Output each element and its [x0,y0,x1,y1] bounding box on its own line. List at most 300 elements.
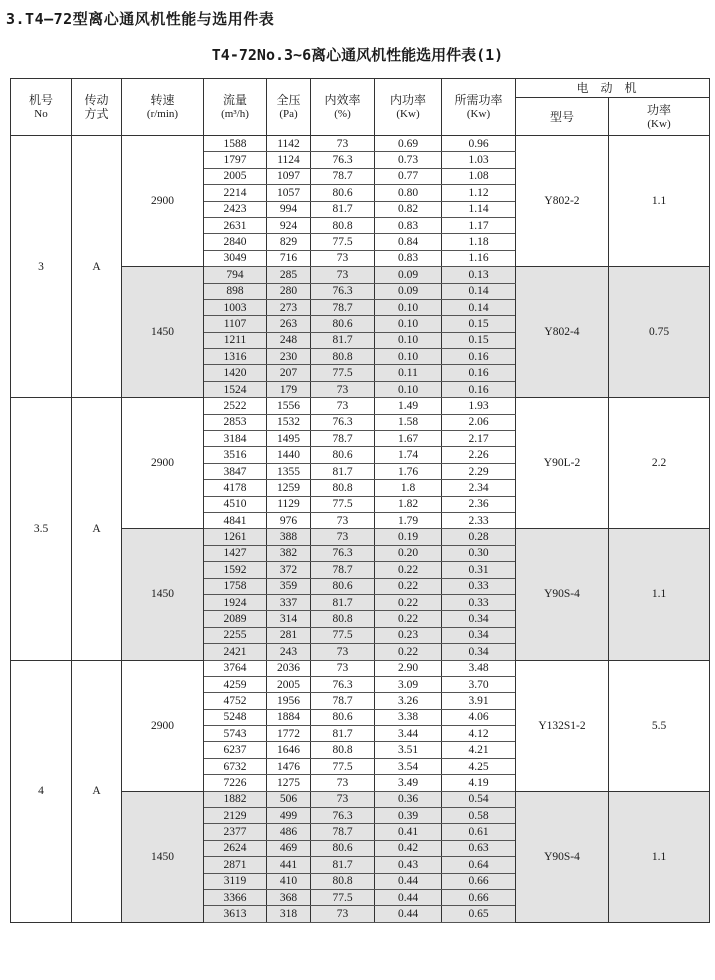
pressure-cell: 1275 [267,775,311,791]
motor-power-cell: 0.75 [609,267,710,398]
inner-power-cell: 0.10 [375,332,442,348]
inner-power-cell: 0.39 [375,808,442,824]
flow-cell: 1592 [204,562,267,578]
machine-no-cell: 3 [11,136,72,398]
flow-cell: 2853 [204,414,267,430]
flow-cell: 1261 [204,529,267,545]
inner-power-cell: 0.11 [375,365,442,381]
required-power-cell: 0.31 [442,562,516,578]
efficiency-cell: 77.5 [311,758,375,774]
efficiency-cell: 76.3 [311,414,375,430]
inner-power-cell: 0.10 [375,349,442,365]
required-power-cell: 0.30 [442,545,516,561]
flow-cell: 3764 [204,660,267,676]
efficiency-cell: 73 [311,791,375,807]
efficiency-cell: 73 [311,529,375,545]
required-power-cell: 0.96 [442,136,516,152]
table-row [11,398,710,414]
pressure-cell: 1142 [267,136,311,152]
required-power-cell: 0.16 [442,381,516,397]
required-power-cell: 1.08 [442,168,516,184]
inner-power-cell: 1.79 [375,512,442,528]
efficiency-cell: 80.6 [311,316,375,332]
required-power-cell: 2.17 [442,431,516,447]
header-motor-power-unit: (Kw) [647,117,671,130]
inner-power-cell: 3.54 [375,758,442,774]
inner-power-cell: 0.43 [375,857,442,873]
pressure-cell: 716 [267,250,311,266]
required-power-cell: 0.63 [442,840,516,856]
required-power-cell: 0.34 [442,627,516,643]
pressure-cell: 359 [267,578,311,594]
flow-cell: 2624 [204,840,267,856]
inner-power-cell: 2.90 [375,660,442,676]
efficiency-cell: 73 [311,512,375,528]
pressure-cell: 829 [267,234,311,250]
required-power-cell: 0.34 [442,644,516,660]
header-inner-power-label: 内功率 [389,93,426,107]
inner-power-cell: 0.10 [375,381,442,397]
document-title: 3.T4—72型离心通风机性能与选用件表 [6,10,275,28]
flow-cell: 1797 [204,152,267,168]
inner-power-cell: 0.22 [375,611,442,627]
motor-model-cell: Y802-2 [516,136,609,267]
header-speed-unit: (r/min) [146,108,179,120]
motor-power-cell: 1.1 [609,791,710,922]
pressure-cell: 506 [267,791,311,807]
inner-power-cell: 3.44 [375,726,442,742]
motor-power-cell: 2.2 [609,398,710,529]
required-power-cell: 3.91 [442,693,516,709]
table-header [11,79,710,136]
efficiency-cell: 76.3 [311,676,375,692]
motor-model-cell: Y90S-4 [516,791,609,922]
header-required-power [442,79,516,136]
efficiency-cell: 78.7 [311,168,375,184]
required-power-cell: 0.28 [442,529,516,545]
header-drive-label: 传动 [84,93,109,107]
pressure-cell: 924 [267,217,311,233]
required-power-cell: 0.66 [442,889,516,905]
efficiency-cell: 80.8 [311,611,375,627]
drive-cell: A [72,660,122,922]
flow-cell: 2421 [204,644,267,660]
flow-cell: 2423 [204,201,267,217]
header-efficiency-label: 内效率 [324,93,361,107]
flow-cell: 2871 [204,857,267,873]
flow-cell: 2129 [204,808,267,824]
efficiency-cell: 73 [311,250,375,266]
motor-model-cell: Y132S1-2 [516,660,609,791]
flow-cell: 794 [204,267,267,283]
efficiency-cell: 80.8 [311,349,375,365]
efficiency-cell: 80.6 [311,709,375,725]
inner-power-cell: 3.51 [375,742,442,758]
flow-cell: 3516 [204,447,267,463]
table-title: T4-72No.3~6离心通风机性能选用件表(1) [211,46,504,64]
machine-no-cell: 3.5 [11,398,72,660]
required-power-cell: 1.16 [442,250,516,266]
header-motor-power [609,98,710,136]
inner-power-cell: 3.38 [375,709,442,725]
flow-cell: 2089 [204,611,267,627]
header-pressure-label: 全压 [276,93,301,107]
pressure-cell: 1124 [267,152,311,168]
required-power-cell: 0.16 [442,365,516,381]
flow-cell: 2522 [204,398,267,414]
efficiency-cell: 78.7 [311,693,375,709]
inner-power-cell: 0.69 [375,136,442,152]
flow-cell: 1758 [204,578,267,594]
pressure-cell: 372 [267,562,311,578]
inner-power-cell: 0.41 [375,824,442,840]
pressure-cell: 2005 [267,676,311,692]
required-power-cell: 0.65 [442,906,516,922]
pressure-cell: 179 [267,381,311,397]
required-power-cell: 0.58 [442,808,516,824]
inner-power-cell: 0.10 [375,316,442,332]
required-power-cell: 0.13 [442,267,516,283]
inner-power-cell: 3.26 [375,693,442,709]
required-power-cell: 3.48 [442,660,516,676]
flow-cell: 7226 [204,775,267,791]
inner-power-cell: 0.82 [375,201,442,217]
flow-cell: 6237 [204,742,267,758]
flow-cell: 3847 [204,463,267,479]
inner-power-cell: 0.22 [375,594,442,610]
inner-power-cell: 0.10 [375,299,442,315]
header-speed [122,79,204,136]
header-motor-model [516,98,609,136]
inner-power-cell: 0.20 [375,545,442,561]
efficiency-cell: 80.8 [311,742,375,758]
header-flow-label: 流量 [222,93,247,107]
inner-power-cell: 0.09 [375,267,442,283]
required-power-cell: 0.64 [442,857,516,873]
efficiency-cell: 78.7 [311,299,375,315]
required-power-cell: 2.34 [442,480,516,496]
flow-cell: 1107 [204,316,267,332]
efficiency-cell: 77.5 [311,496,375,512]
pressure-cell: 441 [267,857,311,873]
pressure-cell: 1097 [267,168,311,184]
flow-cell: 3184 [204,431,267,447]
speed-cell: 2900 [122,136,204,267]
table-row [11,136,710,152]
pressure-cell: 2036 [267,660,311,676]
inner-power-cell: 0.80 [375,185,442,201]
required-power-cell: 0.61 [442,824,516,840]
header-pressure [267,79,311,136]
inner-power-cell: 0.44 [375,889,442,905]
required-power-cell: 1.12 [442,185,516,201]
flow-cell: 1420 [204,365,267,381]
header-inner-power [375,79,442,136]
header-motor-power-label: 功率 [647,102,672,117]
efficiency-cell: 73 [311,906,375,922]
header-efficiency [311,79,375,136]
table-row [11,660,710,676]
required-power-cell: 2.06 [442,414,516,430]
header-required-power-label: 所需功率 [454,93,503,107]
flow-cell: 1316 [204,349,267,365]
pressure-cell: 248 [267,332,311,348]
efficiency-cell: 80.6 [311,578,375,594]
required-power-cell: 0.66 [442,873,516,889]
flow-cell: 5248 [204,709,267,725]
efficiency-cell: 73 [311,775,375,791]
flow-cell: 1924 [204,594,267,610]
pressure-cell: 243 [267,644,311,660]
flow-cell: 898 [204,283,267,299]
efficiency-cell: 73 [311,267,375,283]
inner-power-cell: 0.83 [375,250,442,266]
drive-cell: A [72,398,122,660]
inner-power-cell: 3.09 [375,676,442,692]
required-power-cell: 1.14 [442,201,516,217]
efficiency-cell: 73 [311,381,375,397]
flow-cell: 1003 [204,299,267,315]
pressure-cell: 1355 [267,463,311,479]
flow-cell: 4752 [204,693,267,709]
flow-cell: 2214 [204,185,267,201]
pressure-cell: 1259 [267,480,311,496]
inner-power-cell: 1.58 [375,414,442,430]
inner-power-cell: 0.22 [375,562,442,578]
flow-cell: 4841 [204,512,267,528]
inner-power-cell: 0.83 [375,217,442,233]
flow-cell: 3613 [204,906,267,922]
inner-power-cell: 0.22 [375,644,442,660]
pressure-cell: 1057 [267,185,311,201]
flow-cell: 1427 [204,545,267,561]
motor-model-cell: Y802-4 [516,267,609,398]
required-power-cell: 3.70 [442,676,516,692]
efficiency-cell: 80.8 [311,873,375,889]
pressure-cell: 1556 [267,398,311,414]
flow-cell: 4259 [204,676,267,692]
required-power-cell: 0.33 [442,594,516,610]
pressure-cell: 1956 [267,693,311,709]
pressure-cell: 314 [267,611,311,627]
efficiency-cell: 80.8 [311,217,375,233]
efficiency-cell: 80.6 [311,447,375,463]
pressure-cell: 1646 [267,742,311,758]
required-power-cell: 2.26 [442,447,516,463]
header-drive-label-2: 方式 [84,107,109,121]
flow-cell: 2631 [204,217,267,233]
efficiency-cell: 77.5 [311,889,375,905]
efficiency-cell: 77.5 [311,365,375,381]
pressure-cell: 382 [267,545,311,561]
flow-cell: 4178 [204,480,267,496]
flow-cell: 2377 [204,824,267,840]
pressure-cell: 1495 [267,431,311,447]
table-body [11,136,710,923]
efficiency-cell: 78.7 [311,562,375,578]
flow-cell: 2840 [204,234,267,250]
pressure-cell: 410 [267,873,311,889]
required-power-cell: 2.29 [442,463,516,479]
pressure-cell: 281 [267,627,311,643]
flow-cell: 6732 [204,758,267,774]
pressure-cell: 976 [267,512,311,528]
inner-power-cell: 0.22 [375,578,442,594]
efficiency-cell: 76.3 [311,545,375,561]
required-power-cell: 1.18 [442,234,516,250]
required-power-cell: 0.33 [442,578,516,594]
pressure-cell: 280 [267,283,311,299]
pressure-cell: 469 [267,840,311,856]
motor-model-cell: Y90S-4 [516,529,609,660]
inner-power-cell: 1.67 [375,431,442,447]
header-machine-no-en: No [34,108,48,120]
pressure-cell: 499 [267,808,311,824]
flow-cell: 5743 [204,726,267,742]
inner-power-cell: 0.36 [375,791,442,807]
required-power-cell: 1.93 [442,398,516,414]
efficiency-cell: 80.6 [311,185,375,201]
motor-power-cell: 1.1 [609,529,710,660]
required-power-cell: 0.14 [442,283,516,299]
required-power-cell: 2.33 [442,512,516,528]
motor-model-cell: Y90L-2 [516,398,609,529]
speed-cell: 2900 [122,660,204,791]
drive-cell: A [72,136,122,398]
efficiency-cell: 77.5 [311,234,375,250]
header-motor-label: 电动机 [576,81,649,95]
efficiency-cell: 81.7 [311,201,375,217]
efficiency-cell: 81.7 [311,463,375,479]
efficiency-cell: 81.7 [311,332,375,348]
inner-power-cell: 1.74 [375,447,442,463]
required-power-cell: 0.34 [442,611,516,627]
pressure-cell: 486 [267,824,311,840]
inner-power-cell: 0.42 [375,840,442,856]
efficiency-cell: 81.7 [311,594,375,610]
inner-power-cell: 0.44 [375,906,442,922]
efficiency-cell: 73 [311,660,375,676]
header-machine-no-label: 机号 [28,93,53,107]
efficiency-cell: 81.7 [311,857,375,873]
motor-power-cell: 1.1 [609,136,710,267]
required-power-cell: 1.17 [442,217,516,233]
pressure-cell: 368 [267,889,311,905]
inner-power-cell: 0.23 [375,627,442,643]
flow-cell: 3366 [204,889,267,905]
speed-cell: 2900 [122,398,204,529]
speed-cell: 1450 [122,791,204,922]
header-inner-power-unit: (Kw) [396,108,420,120]
pressure-cell: 207 [267,365,311,381]
header-machine-no [11,79,72,136]
flow-cell: 4510 [204,496,267,512]
machine-no-cell: 4 [11,660,72,922]
inner-power-cell: 0.77 [375,168,442,184]
flow-cell: 1882 [204,791,267,807]
required-power-cell: 4.25 [442,758,516,774]
efficiency-cell: 78.7 [311,431,375,447]
inner-power-cell: 1.8 [375,480,442,496]
header-motor-model-label: 型号 [549,109,574,124]
inner-power-cell: 0.44 [375,873,442,889]
inner-power-cell: 0.19 [375,529,442,545]
inner-power-cell: 0.09 [375,283,442,299]
required-power-cell: 0.16 [442,349,516,365]
efficiency-cell: 73 [311,644,375,660]
required-power-cell: 4.06 [442,709,516,725]
flow-cell: 2255 [204,627,267,643]
efficiency-cell: 76.3 [311,808,375,824]
speed-cell: 1450 [122,267,204,398]
required-power-cell: 0.15 [442,332,516,348]
efficiency-cell: 80.8 [311,480,375,496]
header-efficiency-unit: (%) [334,108,351,120]
pressure-cell: 994 [267,201,311,217]
pressure-cell: 273 [267,299,311,315]
pressure-cell: 1476 [267,758,311,774]
header-pressure-unit: (Pa) [279,108,298,120]
header-flow-unit: (m³/h) [221,108,249,120]
flow-cell: 1211 [204,332,267,348]
required-power-cell: 1.03 [442,152,516,168]
header-drive [72,79,122,136]
pressure-cell: 1772 [267,726,311,742]
flow-cell: 3119 [204,873,267,889]
required-power-cell: 4.21 [442,742,516,758]
efficiency-cell: 80.6 [311,840,375,856]
pressure-cell: 1440 [267,447,311,463]
speed-cell: 1450 [122,529,204,660]
pressure-cell: 1129 [267,496,311,512]
efficiency-cell: 73 [311,398,375,414]
flow-cell: 3049 [204,250,267,266]
efficiency-cell: 81.7 [311,726,375,742]
pressure-cell: 1884 [267,709,311,725]
header-speed-label: 转速 [150,93,175,107]
inner-power-cell: 0.73 [375,152,442,168]
pressure-cell: 263 [267,316,311,332]
efficiency-cell: 76.3 [311,283,375,299]
header-flow [204,79,267,136]
pressure-cell: 285 [267,267,311,283]
header-required-power-unit: (Kw) [466,108,491,120]
fan-performance-table [10,78,710,923]
required-power-cell: 2.36 [442,496,516,512]
flow-cell: 1588 [204,136,267,152]
required-power-cell: 4.19 [442,775,516,791]
required-power-cell: 0.54 [442,791,516,807]
inner-power-cell: 3.49 [375,775,442,791]
efficiency-cell: 78.7 [311,824,375,840]
required-power-cell: 0.14 [442,299,516,315]
required-power-cell: 0.15 [442,316,516,332]
efficiency-cell: 76.3 [311,152,375,168]
motor-power-cell: 5.5 [609,660,710,791]
efficiency-cell: 73 [311,136,375,152]
inner-power-cell: 0.84 [375,234,442,250]
inner-power-cell: 1.82 [375,496,442,512]
flow-cell: 2005 [204,168,267,184]
required-power-cell: 4.12 [442,726,516,742]
pressure-cell: 318 [267,906,311,922]
flow-cell: 1524 [204,381,267,397]
pressure-cell: 388 [267,529,311,545]
efficiency-cell: 77.5 [311,627,375,643]
header-motor [516,79,710,98]
pressure-cell: 1532 [267,414,311,430]
inner-power-cell: 1.76 [375,463,442,479]
